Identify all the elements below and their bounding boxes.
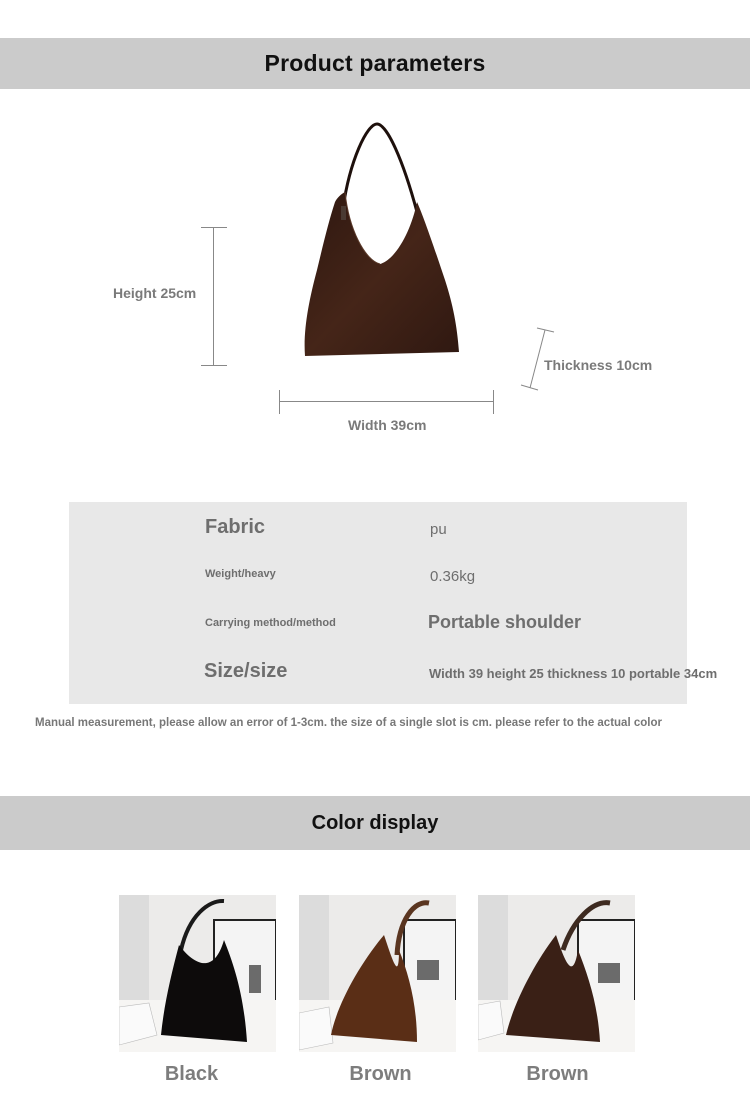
- height-dimension-tick-bottom: [201, 365, 227, 366]
- height-dimension-line: [213, 227, 214, 365]
- spec-value-weight: 0.36kg: [430, 568, 476, 585]
- width-dimension-tick-right: [493, 390, 494, 414]
- bag-photo-brown: [299, 895, 456, 1052]
- color-swatch-black[interactable]: [119, 895, 276, 1052]
- color-swatch-brown-1[interactable]: [299, 895, 456, 1052]
- spec-value-size: Width 39 height 25 thickness 10 portable 34cm: [429, 666, 718, 681]
- product-image-main: [295, 120, 465, 360]
- handbag-illustration: [295, 120, 465, 360]
- color-label-brown-2: Brown: [526, 1063, 589, 1085]
- bag-photo-black: [119, 895, 276, 1052]
- spec-label-fabric: Fabric: [205, 516, 266, 538]
- section-header-color-display: [0, 796, 750, 850]
- spec-label-weight: Weight/heavy: [205, 568, 276, 580]
- section-header-product-parameters: [0, 38, 750, 89]
- height-dimension-tick-top: [201, 227, 227, 228]
- thickness-label: Thickness 10cm: [544, 357, 653, 373]
- color-swatch-brown-2[interactable]: [478, 895, 635, 1052]
- section-title: Color display: [311, 811, 439, 834]
- spec-value-fabric: pu: [430, 521, 447, 538]
- measurement-note: Manual measurement, please allow an error of 1-3cm. the size of a single slot is cm. please refer to the actual color: [35, 717, 662, 729]
- bag-photo-dark-brown: [478, 895, 635, 1052]
- color-label-brown-1: Brown: [349, 1063, 412, 1085]
- spec-label-carrying: Carrying method/method: [205, 617, 336, 629]
- spec-table: [69, 502, 718, 704]
- color-label-black: Black: [164, 1063, 219, 1085]
- spec-label-size: Size/size: [204, 660, 288, 682]
- width-dimension-tick-left: [279, 390, 280, 414]
- spec-value-carrying: Portable shoulder: [428, 612, 582, 632]
- height-label: Height 25cm: [113, 285, 197, 301]
- section-title: Product parameters: [264, 50, 486, 76]
- width-dimension-line: [279, 401, 494, 402]
- width-label: Width 39cm: [348, 417, 427, 433]
